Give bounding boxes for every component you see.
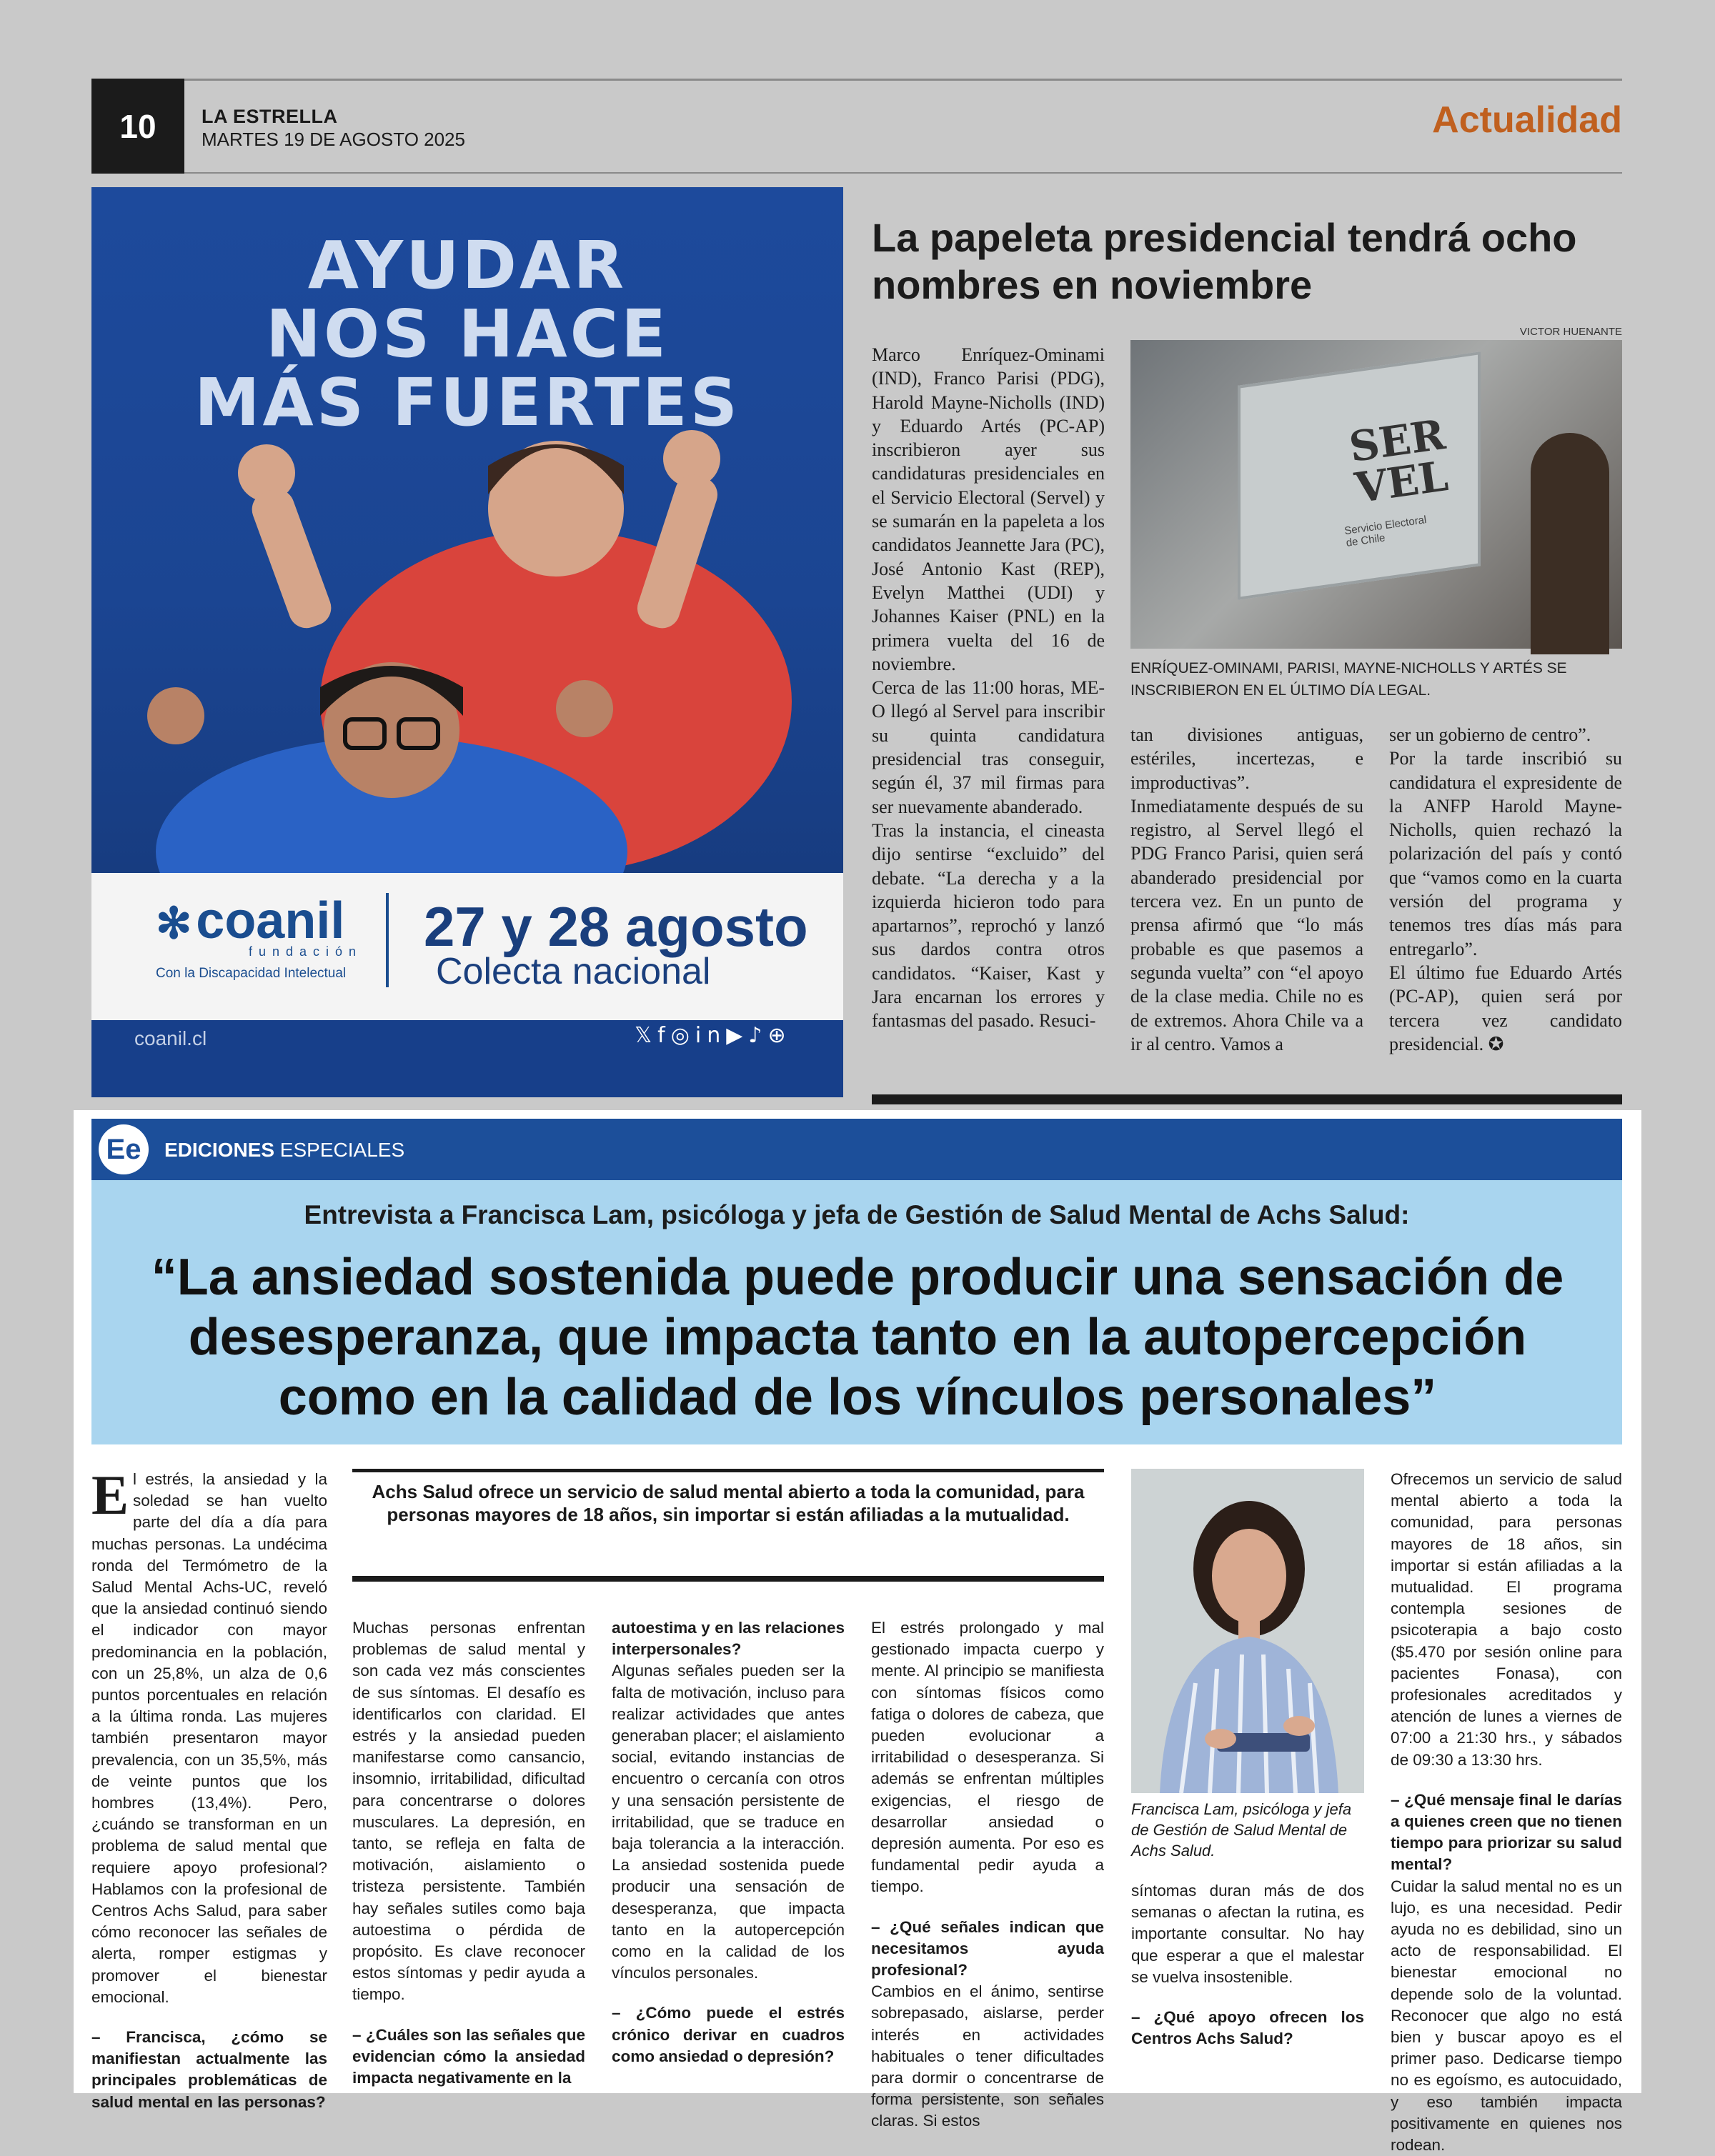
ad-headline-line-1: AYUDAR: [307, 227, 627, 304]
web-icon[interactable]: ⊕: [767, 1023, 792, 1048]
question-2: – ¿Cuáles son las señales que evidencian cómo la ansiedad impacta negativamente en la: [352, 2025, 585, 2087]
event-name: Colecta nacional: [436, 951, 711, 992]
question-4: – ¿Qué señales indican que necesitamos ayuda profesional?: [871, 1917, 1104, 1980]
ad-divider: [386, 893, 389, 987]
label-rest: ESPECIALES: [274, 1139, 405, 1161]
answer-4-continued: síntomas duran más de dos semanas o afectan la rutina, es importante consultar. No hay que esperar a que el malestar se vuelva insostenible.: [1131, 1882, 1364, 1986]
youtube-icon[interactable]: ▶: [726, 1023, 749, 1048]
interview-kicker: Entrevista a Francisca Lam, psicóloga y jefa de Gestión de Salud Mental de Achs Salud:: [304, 1200, 1410, 1229]
intro-paragraph: [91, 1464, 327, 2008]
ad-url-link[interactable]: coanil.cl: [134, 1027, 207, 1049]
question-5: – ¿Qué apoyo ofrecen los Centros Achs Salud?: [1131, 2008, 1364, 2048]
doorway: [1531, 433, 1609, 654]
linkedin-icon[interactable]: in: [695, 1023, 727, 1048]
question-6: – ¿Qué mensaje final le darías a quienes creen que no tienen tiempo para priorizar su salud mental?: [1391, 1790, 1622, 1874]
social-icons: [635, 1023, 792, 1048]
issue-date: MARTES 19 DE AGOSTO 2025: [202, 129, 465, 150]
x-icon[interactable]: 𝕏: [635, 1023, 658, 1048]
answer-6: Cuidar la salud mental no es un lujo, es una necesidad. Pedir ayuda no es debilidad, sino un acto de responsabilidad. El bienestar emocional no depende solo de la voluntad. Reconocer que algo no está bien y buscar apoyo es el primer paso. Dedicarse tiempo no es egoísmo, es autocuidado, y eso también impacta positivamente en quienes nos rodean.: [1391, 1877, 1622, 2155]
callout-text: Achs Salud ofrece un servicio de salud mental abierto a toda la comunidad, para personas mayores de 18 años, sin importar si están afiliadas a la mutualidad.: [372, 1481, 1085, 1525]
tiktok-icon[interactable]: ♪: [748, 1023, 768, 1048]
facebook-icon[interactable]: f: [657, 1023, 671, 1048]
interview-column-4: [871, 1617, 1104, 2132]
photo-credit: VICTOR HUENANTE: [1519, 326, 1622, 338]
photo-caption: ENRÍQUEZ-OMINAMI, PARISI, MAYNE-NICHOLLS Y ARTÉS SE INSCRIBIERON EN EL ÚLTIMO DÍA LEGAL.: [1130, 660, 1567, 699]
event-dates: 27 y 28 agosto: [424, 895, 808, 958]
brand-subtitle: fundación: [249, 944, 363, 959]
page-number: 10: [91, 79, 184, 174]
answer-3: El estrés prolongado y mal gestionado impacta cuerpo y mente. Al principio se manifiesta con síntomas físicos como fatiga o dolores de cabeza, que pueden evolucionar a irritabilidad o desesperanza. Si además se enfrentan múltiples exigencias, el riesgo de desarrollar ansiedad o depresión aumenta. Por eso es fundamental pedir ayuda a tiempo.: [871, 1619, 1104, 1896]
answer-1: Muchas personas enfrentan problemas de salud mental y son cada vez más conscientes de sus síntomas. El desafío es identificarlos con claridad. El estrés y la ansiedad pueden manifestarse como cansancio, insomnio, irritabilidad, dificultad para concentrarse o dolores musculares. La depresión, en tanto, se refleja en falta de motivación, aislamiento o tristeza persistente. También hay señales sutiles como baja autoestima o pérdida de propósito. Es clave reconocer estos síntomas y pedir ayuda a tiempo.: [352, 1619, 585, 2004]
flower-icon: ✻: [156, 899, 192, 947]
instagram-icon[interactable]: ◎: [670, 1023, 695, 1048]
answer-2: Algunas señales pueden ser la falta de motivación, incluso para realizar actividades que antes generaban placer; el aislamiento social, evitando instancias de encuentro o cercanía con otros y una sensación persistente de irritabilidad, que se traduce en baja tolerancia a la interacción. La ansiedad sostenida puede producir una sensación de desesperanza, que impacta tanto en la autopercepción como en la calidad de los vínculos personales.: [612, 1662, 845, 1982]
section-title: Actualidad: [1432, 99, 1622, 141]
question-1: – Francisca, ¿cómo se manifiestan actualmente las principales problemáticas de salud mental en las personas?: [91, 2028, 327, 2111]
newspaper-name: LA ESTRELLA: [202, 106, 338, 127]
ad-headline-line-2: NOS HACE: [265, 296, 670, 372]
dropcap: E: [91, 1464, 129, 1526]
label-bold: EDICIONES: [164, 1139, 275, 1161]
special-edition-label: [164, 1139, 404, 1162]
callout-rule-bottom: [352, 1576, 1104, 1582]
question-2-continued: autoestima y en las relaciones interpersonales?: [612, 1619, 845, 1659]
interview-column-3: [612, 1617, 845, 2067]
coanil-advertisement[interactable]: [91, 187, 843, 1097]
callout-rule-top: [352, 1469, 1104, 1472]
interview-headline: “La ansiedad sostenida puede producir una sensación de desesperanza, que impacta tanto en la autopercepción como en la calidad de los vínculos personales”: [151, 1249, 1564, 1426]
interview-column-2: [352, 1617, 585, 2089]
header-rule-bottom: [184, 172, 1622, 174]
portrait-caption: Francisca Lam, psicóloga y jefa de Gestión de Salud Mental de Achs Salud.: [1131, 1800, 1352, 1860]
servel-photo: [1130, 340, 1622, 649]
article-title: La papeleta presidencial tendrá ocho nombres en noviembre: [872, 215, 1577, 307]
answer-4: Cambios en el ánimo, sentirse sobrepasado, aislarse, perder interés en actividades habituales o tener dificultades para dormir o concentrarse de forma persistente, son señales claras. Si estos: [871, 1982, 1104, 2130]
brand-name: coanil: [196, 892, 345, 949]
interview-column-6: [1391, 1469, 1622, 2156]
ad-headline-line-3: MÁS FUERTES: [194, 364, 740, 441]
intro-text: l estrés, la ansiedad y la soledad se han vuelto parte del día a día para muchas personas. La undécima ronda del Termómetro de la Salud Mental Achs-UC, reveló que la ansiedad continuó siendo el indicador con mayor predominancia en la población, con un 25,8%, un alza de 0,6 puntos porcentuales en relación a la última ronda. Las mujeres también presentaron mayor prevalencia, con un 35,5%, más de veinte puntos que los hombres (13,4%). Pero, ¿cuándo se transforman en un problema de salud mental que requiere apoyo profesional? Hablamos con la profesional de Centros Achs Salud, para saber cómo reconocer las señales de alerta, romper estigmas y promover el bienestar emocional.: [91, 1470, 327, 2006]
servel-sign-text: SER VEL: [1346, 410, 1451, 513]
answer-5: Ofrecemos un servicio de salud mental abierto a toda la comunidad, para personas mayores de 18 años, sin importar si están afiliadas a la mutualidad. El programa contempla sesiones de psicoterapia a bajo costo ($5.470 por sesión online para pacientes Fonasa), con profesionales acreditados y atención de lunes a viernes de 07:00 a 21:30 hrs., y sábados de 09:30 a 13:30 hrs.: [1391, 1470, 1622, 1769]
article-column-3: ser un gobierno de centro”. Por la tarde inscribió su candidatura el expresidente de la ANFP Harold Mayne-Nicholls, quien rechazó la polarización del país y contó que “vamos como en la cuarta versión del programa y tenemos tres días más para entregarlo”. El último fue Eduardo Artés (PC-AP), quien será por tercera vez candidato presidencial. ✪: [1389, 724, 1622, 1054]
portrait-illustration: [1131, 1469, 1364, 1793]
coanil-logo: [156, 892, 344, 950]
ee-logo: Ee: [99, 1124, 149, 1174]
portrait-photo: [1131, 1469, 1364, 1793]
interview-column-5: [1131, 1880, 1364, 2050]
header-rule-top: [91, 79, 1622, 81]
article-end-bar: [872, 1094, 1622, 1104]
article-column-2: tan divisiones antiguas, estériles, incertezas, e improductivas”. Inmediatamente después de su registro, al Servel llegó el PDG Franco Parisi, quien será abanderado presidencial por tercera vez. En un punto de prensa afirmó que “lo más probable es que pasemos a segunda vuelta” con “el apoyo de la clase media. Chile no es de extremos. Ahora Chile va a ir al centro. Vamos a: [1130, 724, 1363, 1054]
servel-sign-subtext: Servicio Electoral de Chile: [1343, 514, 1428, 549]
question-3: – ¿Cómo puede el estrés crónico derivar en cuadros como ansiedad o depresión?: [612, 2004, 845, 2065]
brand-tagline: Con la Discapacidad Intelectual: [156, 966, 347, 981]
article-column-1: Marco Enríquez-Ominami (IND), Franco Parisi (PDG), Harold Mayne-Nicholls (IND) y Eduardo Artés (PC-AP) inscribieron ayer sus candidaturas presidenciales en el Servicio Electoral (Servel) y se sumarán en la papeleta a los candidatos Jeannette Jara (PC), José Antonio Kast (REP), Evelyn Matthei (UDI) y Johannes Kaiser (PNL) en la primera vuelta del 16 de noviembre. Cerca de las 11:00 horas, ME-O llegó al Servel para inscribir su quinta candidatura presidencial tras conseguir, según él, 37 mil firmas para ser nuevamente abanderado. Tras la instancia, el cineasta dijo sentirse “excluido” del debate. “La derecha y a la izquierda hicieron todo para apartarnos”, reprochó y lanzó sus dardos contra otros candidatos. “Kaiser, Kast y Jara encarnan los errores y fantasmas del pasado. Resuci-: [872, 344, 1105, 1032]
interview-column-1: [91, 1464, 327, 2113]
